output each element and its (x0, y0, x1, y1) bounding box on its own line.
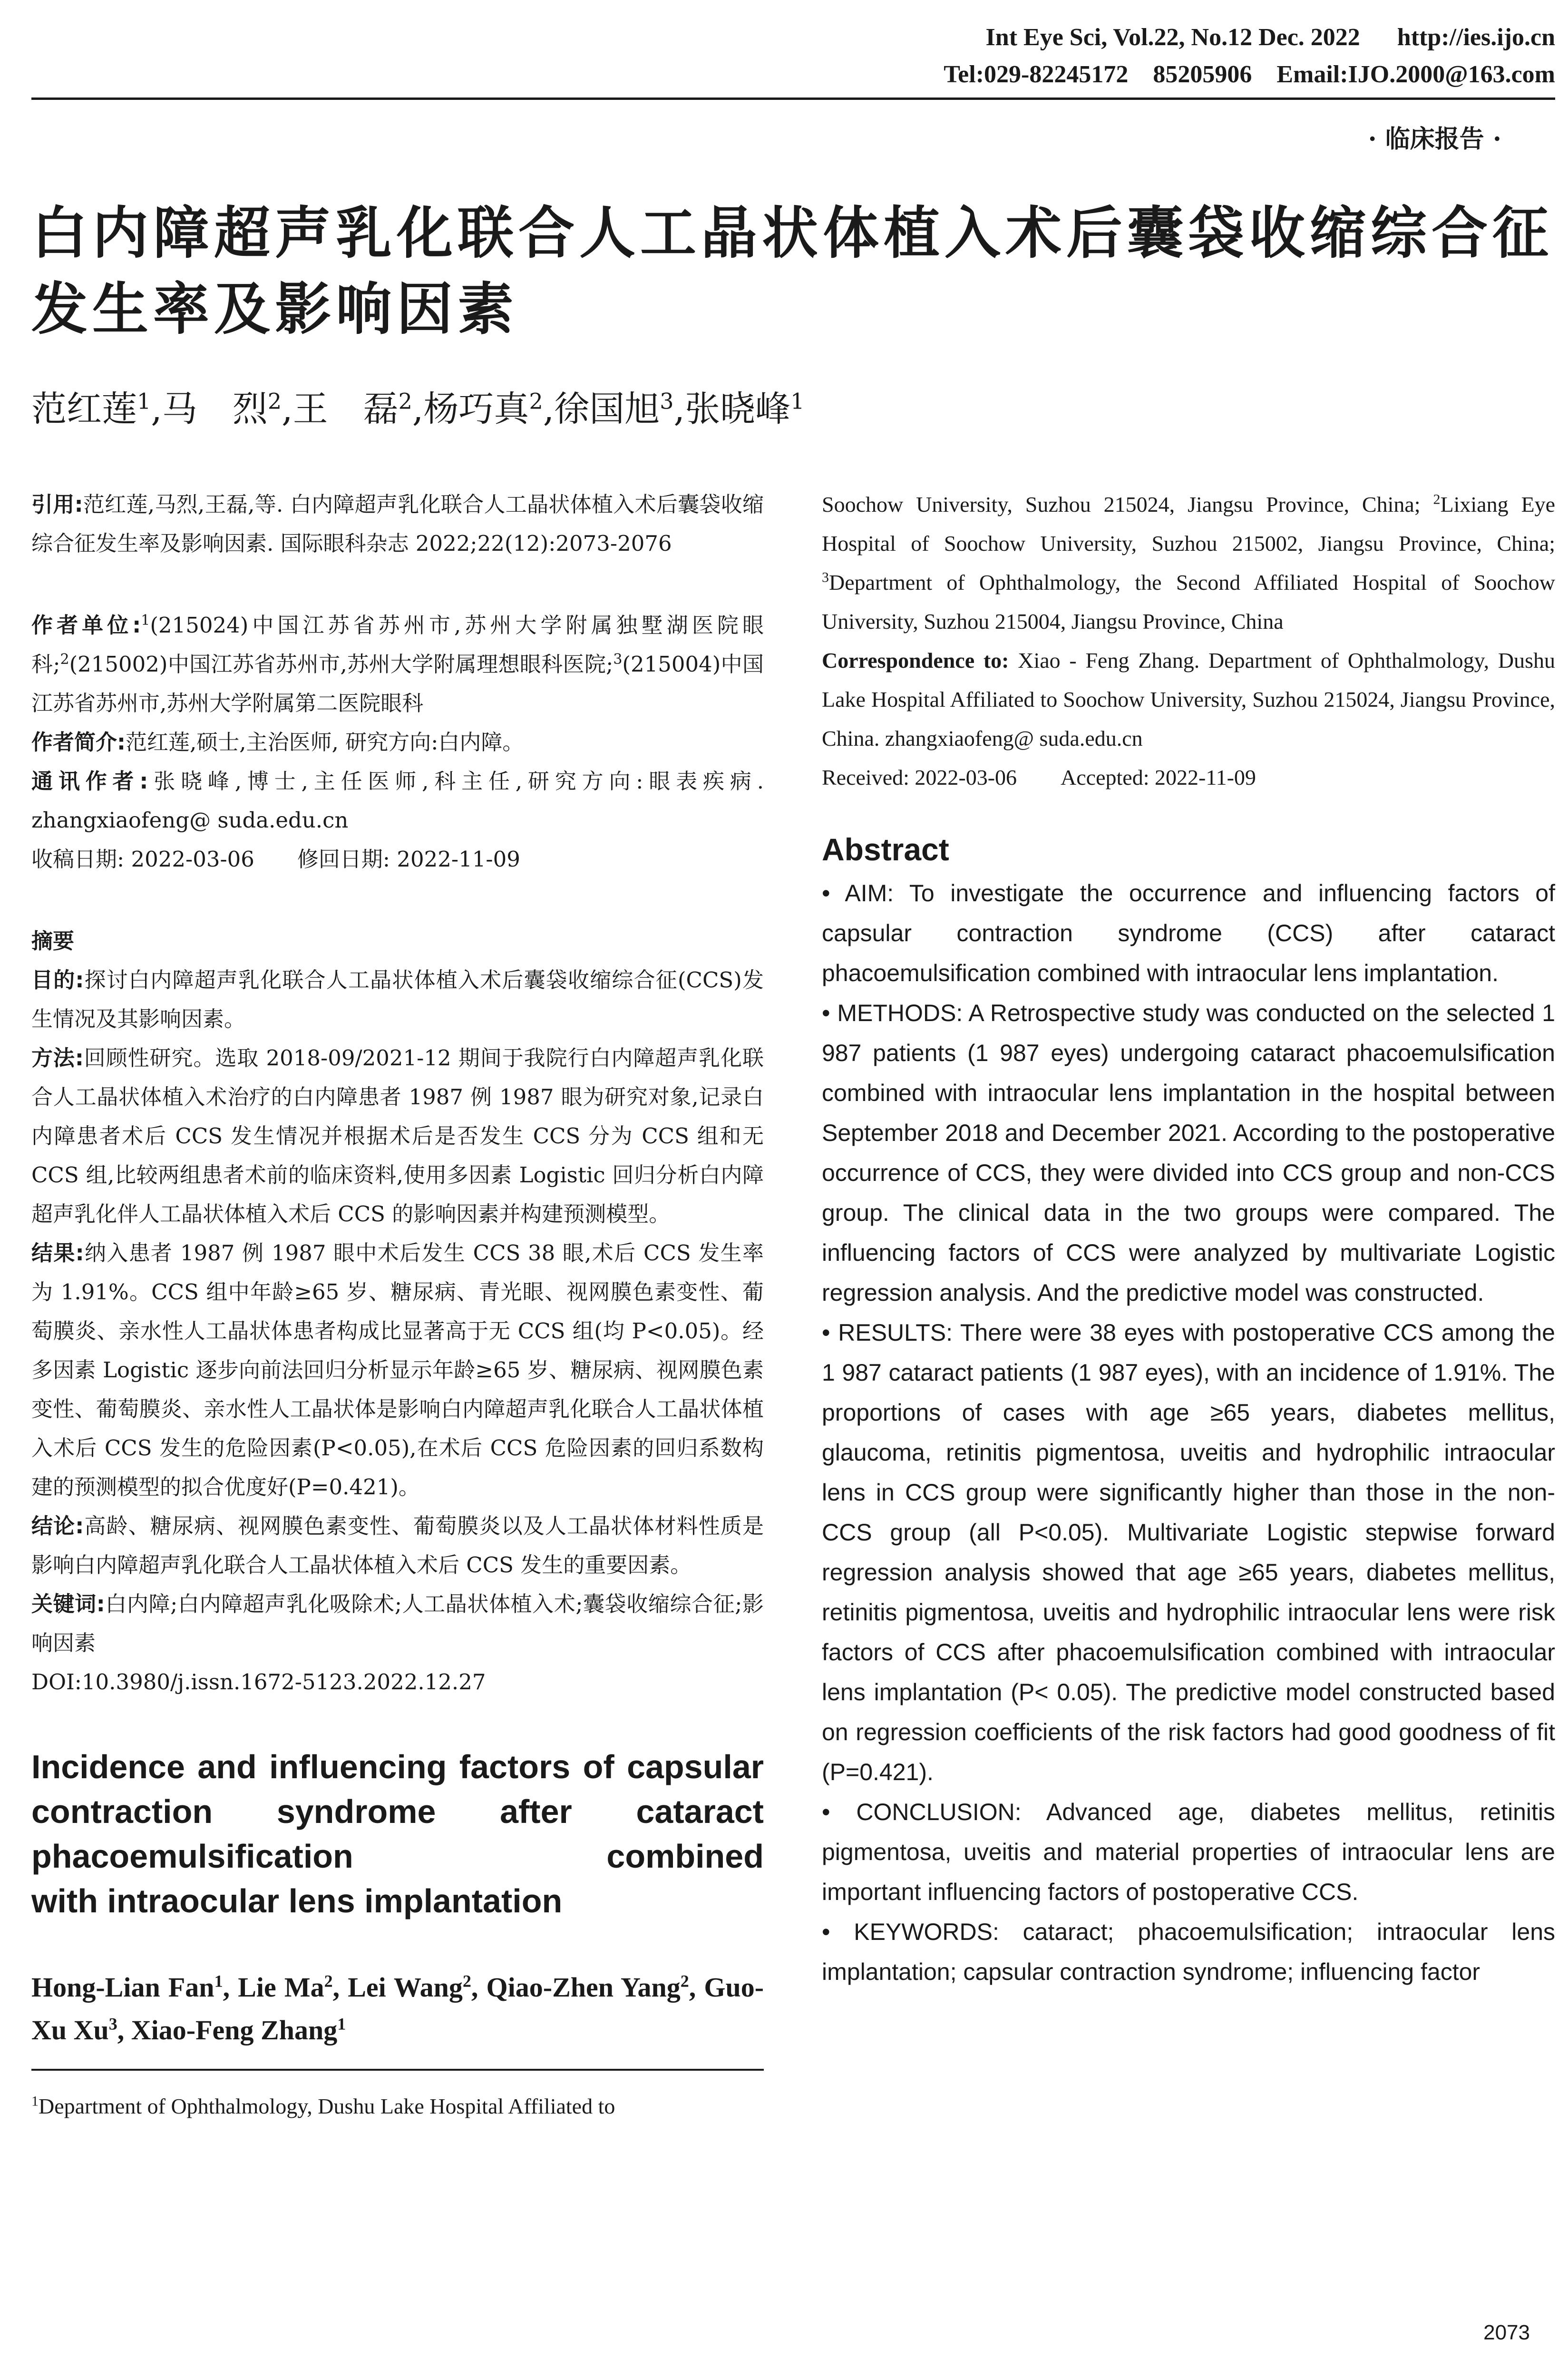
conclusion-cn (31, 1507, 764, 1585)
author-name: 杨巧真 (423, 389, 529, 429)
corr-label: 通讯作者: (31, 769, 148, 794)
left-column (31, 485, 764, 2126)
conclusion-label: 结论: (31, 1513, 84, 1539)
author-affiliations (31, 606, 764, 723)
corresponding-author (31, 762, 764, 840)
journal-header-line1: Int Eye Sci, Vol.22, No.12 Dec. 2022 http://ies.ijo.cn (985, 24, 1555, 51)
affiliation-text: Lixiang Eye Hospital of Soochow University, Suzhou 215002, Jiangsu Province, China; (822, 492, 1556, 555)
citation-text: 范红莲,马烈,王磊,等. 白内障超声乳化联合人工晶状体植入术后囊袋收缩综合征发生率及影响因素. 国际眼科杂志 2022;22(12):2073-2076 (31, 492, 764, 556)
affiliation-label: 作者单位: (31, 613, 141, 638)
affiliation-sup: 2 (1433, 491, 1441, 507)
aim-label: 目的: (31, 967, 84, 993)
results-text: 纳入患者 1987 例 1987 眼中术后发生 CCS 38 眼,术后 CCS 发生率为 1.91%。CCS 组中年龄≥65 岁、糖尿病、青光眼、视网膜色素变性、葡萄膜炎、亲水性人工晶状体患者构成比显著高于无 CCS 组(均 P<0.05)。经多因素 Logistic 逐步向前法回归分析显示年龄≥65 岁、糖尿病、视网膜色素变性、葡萄膜炎、亲水性人工晶状体是影响白内障超声乳化联合人工晶状体植入术后 CCS 发生的危险因素(P<0.05),在术后 CCS 危险因素的回归系数构建的预测模型的拟合优度好(P=0.421)。 (31, 1240, 764, 1500)
citation (31, 485, 764, 563)
bio-label: 作者简介: (31, 730, 126, 755)
author-name: Lei Wang (348, 1972, 463, 2003)
author-sup: 2 (324, 1971, 333, 1991)
abstract-methods: • METHODS: A Retrospective study was conducted on the selected 1 987 patients (1 987 eyes) undergoing cataract phacoemulsification combined with intraocular lens implantation in the hospital between September 2018 and December 2021. According to the postoperative occurrence of CCS, they were divided into CCS group and non-CCS group. The clinical data in the two groups were compared. The influencing factors of CCS were analyzed by multivariate Logistic regression analysis. And the predictive model was constructed. (822, 1000, 1555, 1306)
affiliation-text: Department of Ophthalmology, the Second Affiliated Hospital of Soochow University, Suzhou 215004, Jiangsu Province, China (822, 570, 1555, 633)
author-sup: 2 (529, 388, 543, 414)
abstract-results: • RESULTS: There were 38 eyes with postoperative CCS among the 1 987 cataract patients (1 987 eyes), with an incidence of 1.91%. The proportions of cases with age ≥65 years, diabetes mellitus, glaucoma, retinitis pigmentosa, uveitis and hydrophilic intraocular lens in CCS group were significantly higher than those in the non-CCS group (all P<0.05). Multivariate Logistic stepwise forward regression analysis showed that age ≥65 years, diabetes mellitus, retinitis pigmentosa, uveitis and hydrophilic intraocular lens were risk factors of CCS after phacoemulsification combined with intraocular lens implantation (P< 0.05). The predictive model constructed based on regression coefficients of the risk factors had good goodness of fit (P=0.421). (822, 1319, 1555, 1785)
abstract-heading-text: 摘要 (31, 928, 75, 954)
author-name: 马 烈 (162, 389, 268, 429)
abstract-keywords: • KEYWORDS: cataract; phacoemulsification; intraocular lens implantation; capsular contraction syndrome; influencing factor (822, 1919, 1555, 1985)
english-title-text: Incidence and influencing factors of capsular contraction syndrome after cataract phacoemulsification combined (31, 1748, 764, 1875)
corr-text: 张晓峰,博士,主任医师,科主任,研究方向:眼表疾病. zhangxiaofeng@ suda.edu.cn (31, 769, 764, 833)
received-dates: 收稿日期: 2022-03-06 修回日期: 2022-11-09 (31, 847, 520, 872)
author-name: Guo-Xu Xu (31, 1972, 764, 2046)
citation-label: 引用: (31, 492, 83, 517)
english-title-last: with intraocular lens implantation (31, 1882, 563, 1919)
journal-header-line2: Tel:029-82245172 85205906 Email:IJO.2000@163.com (944, 61, 1555, 88)
english-affiliation-start (31, 2087, 764, 2126)
right-column (822, 485, 1555, 1992)
author-sup: 1 (214, 1971, 223, 1991)
author-sup: 2 (680, 1971, 689, 1991)
author-bio (31, 723, 764, 762)
author-sup: 1 (790, 388, 805, 414)
author-sup: 1 (337, 2014, 346, 2034)
keywords-label: 关键词: (31, 1591, 105, 1617)
english-title (31, 1744, 764, 1923)
abstract-conclusion: • CONCLUSION: Advanced age, diabetes mellitus, retinitis pigmentosa, uveitis and material properties of intraocular lens are important influencing factors of postoperative CCS. (822, 1799, 1555, 1905)
affiliation-text: (215024)中国江苏省苏州市,苏州大学附属独墅湖医院眼科; (31, 613, 764, 677)
affiliation-sup: 1 (31, 2093, 39, 2109)
doi: DOI:10.3980/j.issn.1672-5123.2022.12.27 (31, 1669, 486, 1695)
correspondence-label: Correspondence to: (822, 648, 1009, 672)
section-label: · 临床报告 · (1368, 125, 1501, 154)
results-cn (31, 1234, 764, 1507)
aim-text: 探讨白内障超声乳化联合人工晶状体植入术后囊袋收缩综合征(CCS)发生情况及其影响因素。 (31, 967, 764, 1032)
keywords-text: 白内障;白内障超声乳化吸除术;人工晶状体植入术;囊袋收缩综合征;影响因素 (31, 1591, 764, 1656)
author-name: Xiao-Feng Zhang (131, 2015, 338, 2046)
author-name: Lie Ma (238, 1972, 324, 2003)
author-sup: 2 (267, 388, 282, 414)
author-name: 范红莲 (31, 389, 137, 429)
correspondence (822, 641, 1555, 758)
affiliation-sup: 3 (822, 569, 829, 585)
methods-text: 回顾性研究。选取 2018-09/2021-12 期间于我院行白内障超声乳化联合人工晶状体植入术治疗的白内障患者 1987 例 1987 眼为研究对象,记录白内障患者术后 CCS 发生情况并根据术后是否发生 CCS 分为 CCS 组和无 CCS 组,比较两组患者术前的临床资料,使用多因素 Logistic 回归分析白内障超声乳化伴人工晶状体植入术后 CCS 的影响因素并构建预测模型。 (31, 1045, 764, 1227)
english-authors: Hong-Lian Fan$^1$, Lie Ma$^2$, Lei Wang$^2$, Qiao-Zhen Yang$^2$, Guo-Xu Xu$^3$, Xiao-Feng Zhang$^1$ (31, 1971, 764, 2046)
bio-text: 范红莲,硕士,主治医师, 研究方向:白内障。 (126, 730, 524, 755)
author-sup: 2 (398, 388, 412, 414)
author-sup: 2 (462, 1971, 471, 1991)
abstract-aim: • AIM: To investigate the occurrence and influencing factors of capsular contraction syndrome (CCS) after cataract phacoemulsification combined with intraocular lens implantation. (822, 880, 1555, 986)
affiliation-text: (215002)中国江苏省苏州市,苏州大学附属理想眼科医院; (69, 652, 614, 677)
author-name: 徐国旭 (554, 389, 660, 429)
affiliation-sup: 3 (613, 651, 623, 668)
affiliation-rule (31, 2069, 764, 2071)
abstract-heading: Abstract (822, 832, 949, 867)
author-sup: 1 (137, 388, 151, 414)
author-name: Hong-Lian Fan (31, 1972, 214, 2003)
journal-header (808, 19, 1555, 93)
affiliation-text: (215004)中国江苏省苏州市,苏州大学附属第二医院眼科 (31, 652, 764, 716)
author-name: 王 磊 (292, 389, 399, 429)
results-label: 结果: (31, 1240, 84, 1266)
affiliation-text: Soochow University, Suzhou 215024, Jiangsu Province, China; (822, 492, 1421, 516)
methods-label: 方法: (31, 1045, 84, 1071)
chinese-authors: 范红莲$^1$,马 烈$^2$,王 磊$^2$,杨巧真$^2$,徐国旭$^3$,张晓峰$^1$ (31, 388, 805, 429)
affiliation-sup: 1 (141, 612, 150, 629)
aim-cn (31, 961, 764, 1039)
author-name: Qiao-Zhen Yang (486, 1972, 681, 2003)
abstract-heading-cn (31, 922, 764, 961)
author-sup: 3 (660, 388, 674, 414)
conclusion-text: 高龄、糖尿病、视网膜色素变性、葡萄膜炎以及人工晶状体材料性质是影响白内障超声乳化联合人工晶状体植入术后 CCS 发生的重要因素。 (31, 1513, 764, 1578)
english-affiliations (822, 485, 1555, 641)
affiliation-text: Department of Ophthalmology, Dushu Lake Hospital Affiliated to (39, 2094, 615, 2118)
keywords-cn (31, 1585, 764, 1663)
chinese-title: 白内障超声乳化联合人工晶状体植入术后囊袋收缩综合征发生率及影响因素 (31, 200, 1554, 342)
page-number: 2073 (1483, 2321, 1530, 2344)
affiliation-sup: 2 (60, 651, 69, 668)
author-name: 张晓峰 (685, 389, 791, 429)
received-accepted: Received: 2022-03-06 Accepted: 2022-11-09 (822, 765, 1256, 789)
correspondence-text: Xiao - Feng Zhang. Department of Ophthalmology, Dushu Lake Hospital Affiliated to Soochow University, Suzhou 215024, Jiangsu Province, China. zhangxiaofeng@ suda.edu.cn (822, 648, 1556, 750)
header-rule (31, 97, 1555, 100)
author-sup: 3 (108, 2014, 117, 2034)
methods-cn (31, 1039, 764, 1234)
